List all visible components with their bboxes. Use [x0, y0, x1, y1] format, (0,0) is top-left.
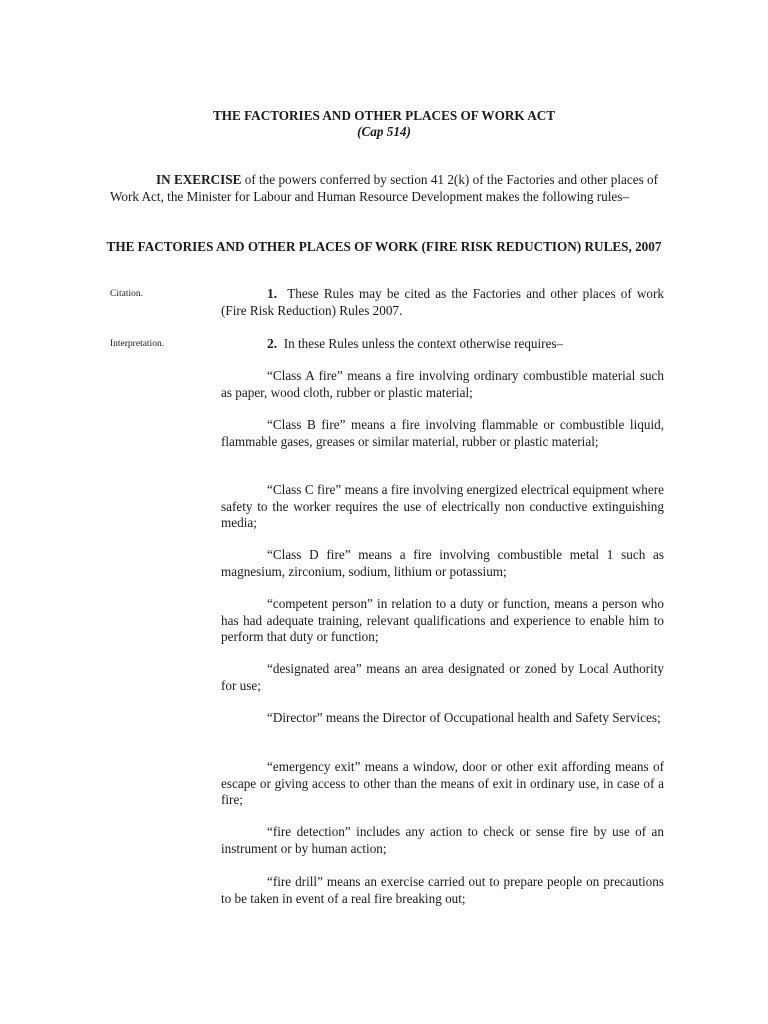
- margin-note-citation: Citation.: [110, 289, 143, 299]
- section-citation: [221, 286, 664, 319]
- definition-fire-detection: [221, 824, 664, 857]
- definition-fire-drill: [221, 874, 664, 907]
- act-cap: (Cap 514): [357, 124, 411, 139]
- definition-text: “Director” means the Director of Occupational health and Safety Services;: [267, 710, 661, 725]
- definition-director: [221, 710, 664, 727]
- margin-note-interpretation: Interpretation.: [110, 339, 165, 349]
- definition-class-d-fire: [221, 547, 664, 580]
- definition-text: “Class C fire” means a fire involving energized electrical equipment where safety to the worker requires the use of electrically non conductive extinguishing media;: [221, 482, 664, 530]
- definition-class-b-fire: [221, 417, 664, 450]
- enacting-text: of the powers conferred by section 41 2(k) of the Factories and other places of Work Act, the Minister for Labour and Human Resource Development makes the following rules–: [110, 172, 658, 204]
- section-text: These Rules may be cited as the Factories and other places of work (Fire Risk Reduction) Rules 2007.: [221, 286, 664, 318]
- definition-competent-person: [221, 596, 664, 646]
- section-text: In these Rules unless the context otherwise requires–: [283, 336, 564, 351]
- definition-text: “fire detection” includes any action to check or sense fire by use of an instrument or by human action;: [221, 824, 664, 856]
- definition-text: “Class A fire” means a fire involving ordinary combustible material such as paper, wood cloth, rubber or plastic material;: [221, 368, 664, 400]
- act-title: THE FACTORIES AND OTHER PLACES OF WORK ACT: [212, 108, 556, 123]
- section-number: 1.: [267, 286, 278, 301]
- definition-text: “emergency exit” means a window, door or other exit affording means of escape or giving access to other than the means of exit in ordinary use, in case of a fire;: [221, 759, 664, 807]
- definition-class-c-fire: [221, 482, 664, 532]
- definition-text: “fire drill” means an exercise carried out to prepare people on precautions to be taken in event of a real fire breaking out;: [221, 874, 664, 906]
- definition-text: “designated area” means an area designated or zoned by Local Authority for use;: [221, 661, 664, 693]
- definition-emergency-exit: [221, 759, 664, 809]
- section-number: 2.: [267, 336, 278, 351]
- enacting-lead: IN EXERCISE: [156, 172, 242, 187]
- definition-text: “Class D fire” means a fire involving combustible metal 1 such as magnesium, zirconium, sodium, lithium or potassium;: [221, 547, 664, 579]
- definition-text: “competent person” in relation to a duty or function, means a person who has had adequate training, relevant qualifications and experience to enable him to perform that duty or function;: [221, 596, 664, 644]
- definition-text: “Class B fire” means a fire involving flammable or combustible liquid, flammable gases, greases or similar material, rubber or plastic material;: [221, 417, 664, 449]
- definition-class-a-fire: [221, 368, 664, 401]
- enacting-clause: [110, 172, 658, 205]
- definition-designated-area: [221, 661, 664, 694]
- section-interpretation: [221, 336, 664, 353]
- rules-title: THE FACTORIES AND OTHER PLACES OF WORK (FIRE RISK REDUCTION) RULES, 2007: [106, 239, 662, 254]
